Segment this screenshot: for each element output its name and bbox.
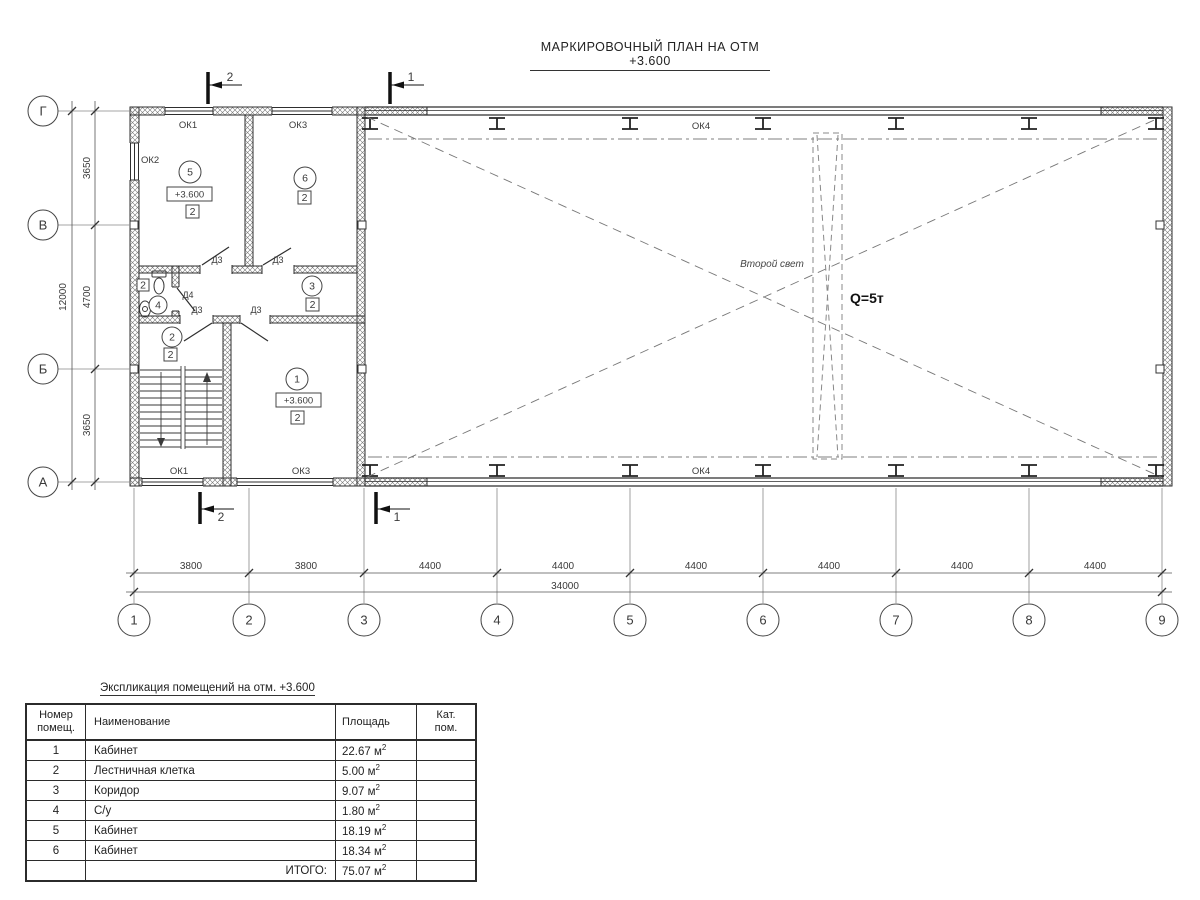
category-room4: 2: [140, 279, 146, 292]
elevation-mark-room5: +3.600: [174, 189, 205, 201]
row5-area-unit: м: [373, 825, 382, 838]
table-title: Экспликация помещений на отм. +3.600: [100, 682, 315, 694]
window-label-ok1-bottom: ОК1: [169, 466, 189, 477]
dim-total-left: 12000: [58, 283, 69, 311]
section-mark-1-top: 1: [407, 70, 415, 84]
row6-area-unit: м: [373, 845, 382, 858]
row2-area: [336, 761, 417, 781]
row5-num: 5: [26, 821, 86, 841]
header-category-line2: пом.: [434, 722, 458, 734]
total-num-empty: [26, 861, 86, 882]
total-area: [336, 861, 417, 882]
axis-4: 4: [493, 612, 501, 628]
axis-5: 5: [626, 612, 634, 628]
dim-total-bottom: 34000: [551, 581, 579, 592]
dim-g-v: 3650: [82, 156, 93, 180]
row6-num: 6: [26, 841, 86, 861]
row3-area-unit: м: [367, 785, 376, 798]
row4-area-unit-exp: 2: [375, 803, 380, 813]
row5-cat: [417, 821, 477, 841]
axis-3: 3: [360, 612, 368, 628]
crane-capacity-label: Q=5т: [850, 290, 884, 306]
row3-area-unit-exp: 2: [375, 783, 380, 793]
row1-area-unit-exp: 2: [381, 743, 387, 753]
row4-cat: [417, 801, 477, 821]
door-label-d4: Д4: [182, 290, 194, 300]
axis-6: 6: [759, 612, 767, 628]
row3-area-value: 9.07: [342, 785, 365, 798]
row5-area: [336, 821, 417, 841]
row2-area-unit-exp: 2: [375, 763, 380, 773]
axis-b: Б: [38, 361, 48, 377]
total-cat-empty: [417, 861, 477, 882]
room-number-3: 3: [309, 280, 315, 293]
door-label-d3-room1: Д3: [250, 305, 262, 315]
room-number-1: 1: [294, 373, 300, 386]
row1-num: 1: [26, 740, 86, 761]
row6-area-unit-exp: 2: [381, 843, 387, 853]
table-row: [26, 740, 476, 761]
window-label-ok3-top: ОК3: [288, 120, 308, 131]
header-name: Наименование: [86, 704, 336, 740]
dim-2-3: 3800: [294, 561, 318, 572]
elevation-mark-room1: +3.600: [283, 395, 314, 407]
header-area: Площадь: [336, 704, 417, 740]
window-label-ok4-top: ОК4: [691, 121, 711, 132]
table-row: [26, 761, 476, 781]
drawing-title: МАРКИРОВОЧНЫЙ ПЛАН НА ОТМ +3.600: [530, 40, 770, 71]
dim-7-8: 4400: [950, 561, 974, 572]
row2-area-unit: м: [367, 765, 376, 778]
table-row: [26, 821, 476, 841]
row5-area-unit-exp: 2: [381, 823, 387, 833]
room-number-4: 4: [155, 299, 161, 312]
section-marks: [200, 70, 424, 524]
table-row: [26, 801, 476, 821]
table-row: [26, 781, 476, 801]
row4-area-unit: м: [367, 805, 376, 818]
door-label-d3-room5: Д3: [211, 255, 223, 265]
row2-cat: [417, 761, 477, 781]
axis-v: В: [38, 217, 48, 233]
table-row: [26, 841, 476, 861]
section-mark-1-bottom: 1: [393, 510, 401, 524]
axis-2: 2: [245, 612, 253, 628]
row3-name: Коридор: [86, 781, 336, 801]
axis-a: А: [38, 474, 48, 490]
room-number-5: 5: [187, 166, 193, 179]
room-number-6: 6: [302, 172, 308, 185]
dim-4-5: 4400: [551, 561, 575, 572]
dim-1-2: 3800: [179, 561, 203, 572]
section-mark-2-bottom: 2: [217, 510, 225, 524]
hall-window-bands: [365, 107, 1163, 486]
axis-9: 9: [1158, 612, 1166, 628]
second-light-label: Второй свет: [740, 259, 804, 270]
row1-name: Кабинет: [86, 740, 336, 761]
staircase: [140, 366, 222, 449]
dim-3-4: 4400: [418, 561, 442, 572]
category-room5: 2: [189, 206, 196, 218]
window-label-ok2: ОК2: [141, 155, 160, 166]
table-header-row: [26, 704, 476, 740]
row3-area: [336, 781, 417, 801]
dim-v-b: 4700: [82, 285, 93, 309]
door-label-d3-room2: Д3: [191, 305, 203, 315]
row4-num: 4: [26, 801, 86, 821]
dim-8-9: 4400: [1083, 561, 1107, 572]
total-area-unit: м: [373, 865, 382, 878]
row1-area-value: 22.67: [342, 745, 371, 758]
row6-area: [336, 841, 417, 861]
total-label: ИТОГО:: [86, 861, 336, 882]
row6-area-value: 18.34: [342, 845, 371, 858]
row4-area-value: 1.80: [342, 805, 365, 818]
door-label-d3-room6: Д3: [272, 255, 284, 265]
row6-cat: [417, 841, 477, 861]
window-label-ok1-top: ОК1: [178, 120, 198, 131]
category-room1: 2: [294, 412, 301, 424]
dim-b-a: 3650: [82, 413, 93, 437]
category-room3: 2: [309, 299, 316, 311]
columns: [130, 118, 1164, 476]
header-room-number: [26, 704, 86, 740]
section-mark-2-top: 2: [226, 70, 234, 84]
header-room-number-line2: помещ.: [37, 722, 75, 734]
axis-1: 1: [130, 612, 138, 628]
row2-area-value: 5.00: [342, 765, 365, 778]
total-area-unit-exp: 2: [381, 863, 387, 873]
row1-area: [336, 740, 417, 761]
header-category-line1: Кат.: [436, 709, 456, 722]
row3-cat: [417, 781, 477, 801]
walls: [130, 107, 1172, 486]
row6-name: Кабинет: [86, 841, 336, 861]
row5-area-value: 18.19: [342, 825, 371, 838]
category-room2: 2: [167, 349, 174, 361]
room-explication-table: [25, 703, 477, 882]
row2-num: 2: [26, 761, 86, 781]
row1-cat: [417, 740, 477, 761]
row1-area-unit: м: [373, 745, 382, 758]
row3-num: 3: [26, 781, 86, 801]
window-label-ok4-bottom: ОК4: [691, 466, 711, 477]
table-total-row: [26, 861, 476, 882]
row5-name: Кабинет: [86, 821, 336, 841]
grid-axes: [28, 96, 1178, 636]
header-category: [417, 704, 477, 740]
row4-name: С/у: [86, 801, 336, 821]
axis-8: 8: [1025, 612, 1033, 628]
dim-5-6: 4400: [684, 561, 708, 572]
axis-7: 7: [892, 612, 900, 628]
dim-6-7: 4400: [817, 561, 841, 572]
row4-area: [336, 801, 417, 821]
room-number-2: 2: [169, 331, 175, 344]
category-room6: 2: [301, 192, 308, 204]
header-room-number-line1: Номер: [39, 709, 73, 722]
window-label-ok3-bottom: ОК3: [291, 466, 311, 477]
axis-g: Г: [39, 103, 47, 119]
row2-name: Лестничная клетка: [86, 761, 336, 781]
total-area-value: 75.07: [342, 865, 371, 878]
crane-and-void: [367, 117, 1162, 477]
